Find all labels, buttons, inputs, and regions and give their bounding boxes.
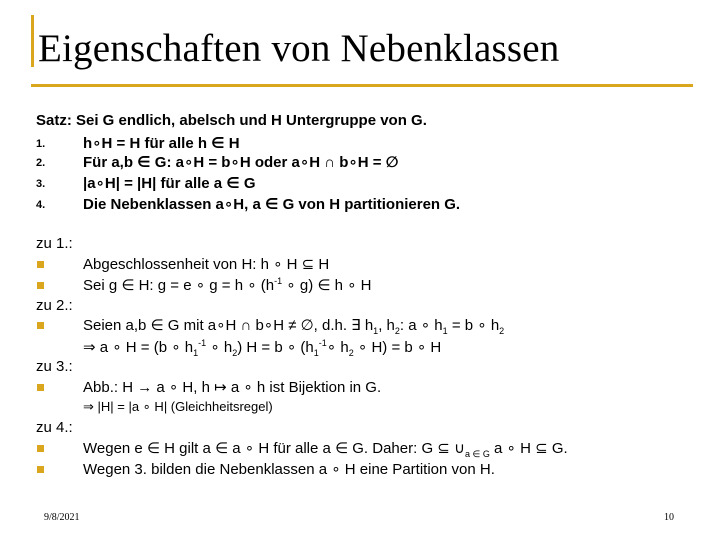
theorem-item-number: 4. bbox=[36, 199, 46, 211]
proof-section-label: zu 2.: bbox=[36, 297, 73, 314]
proof-bullet-text: Wegen 3. bilden die Nebenklassen a ∘ H eine Partition von H. bbox=[83, 461, 495, 478]
title-vertical-rule bbox=[31, 15, 34, 67]
proof-section-label: zu 4.: bbox=[36, 419, 73, 436]
bullet-marker bbox=[37, 282, 44, 289]
proof-bullet-text: Seien a,b ∈ G mit a∘H ∩ b∘H ≠ ∅, d.h. ∃ $h_1$, $h_2$: a ∘ $h_1 = b$ ∘ $h_2$ bbox=[83, 317, 505, 336]
theorem-heading: Satz: Sei G endlich, abelsch und H Untergruppe von G. bbox=[36, 112, 427, 129]
bullet-marker bbox=[37, 445, 44, 452]
bullet-marker bbox=[37, 466, 44, 473]
proof-bullet-text: Abb.: H → a ∘ H, h ↦ a ∘ h ist Bijektion in G. bbox=[83, 379, 382, 396]
theorem-item-text: Für a,b ∈ G: a∘H = b∘H oder a∘H ∩ b∘H = ∅ bbox=[83, 154, 399, 171]
footer-page-number: 10 bbox=[664, 512, 674, 523]
proof-section-label: zu 3.: bbox=[36, 358, 73, 375]
theorem-item-text: |a∘H| = |H| für alle a ∈ G bbox=[83, 175, 256, 192]
proof-continuation-line: ⇒ a ∘ H = (b ∘ $h_1^{-1}$ ∘ $h_2$) H = b ∘ ($h_1^{-1}\circ$ $h_2$ ∘ H) = b ∘ H bbox=[83, 338, 442, 358]
theorem-item-number: 1. bbox=[36, 138, 46, 150]
theorem-item-text: h∘H = H für alle h ∈ H bbox=[83, 135, 240, 152]
title-horizontal-rule bbox=[31, 84, 693, 87]
theorem-item-number: 2. bbox=[36, 157, 46, 169]
bullet-marker bbox=[37, 322, 44, 329]
bullet-marker bbox=[37, 261, 44, 268]
theorem-item-text: Die Nebenklassen a∘H, a ∈ G von H partitionieren G. bbox=[83, 196, 461, 213]
footer-date: 9/8/2021 bbox=[44, 512, 80, 523]
proof-continuation-line: ⇒ |H| = |a ∘ H| (Gleichheitsregel) bbox=[83, 399, 273, 414]
proof-section-label: zu 1.: bbox=[36, 235, 73, 252]
theorem-item-number: 3. bbox=[36, 178, 46, 190]
proof-bullet-text: Wegen e ∈ H gilt a ∈ a ∘ H für alle a ∈ G. Daher: G ⊆ $\cup_{a \in G}$ a ∘ H ⊆ G. bbox=[83, 440, 568, 459]
bullet-marker bbox=[37, 384, 44, 391]
slide-title: Eigenschaften von Nebenklassen bbox=[38, 27, 560, 70]
proof-bullet-text: Abgeschlossenheit von H: h ∘ H ⊆ H bbox=[83, 256, 330, 273]
proof-bullet-text: Sei g ∈ H: g = e ∘ g = h ∘ ($h^{-1}$ ∘ g) ∈ h ∘ H bbox=[83, 276, 372, 294]
